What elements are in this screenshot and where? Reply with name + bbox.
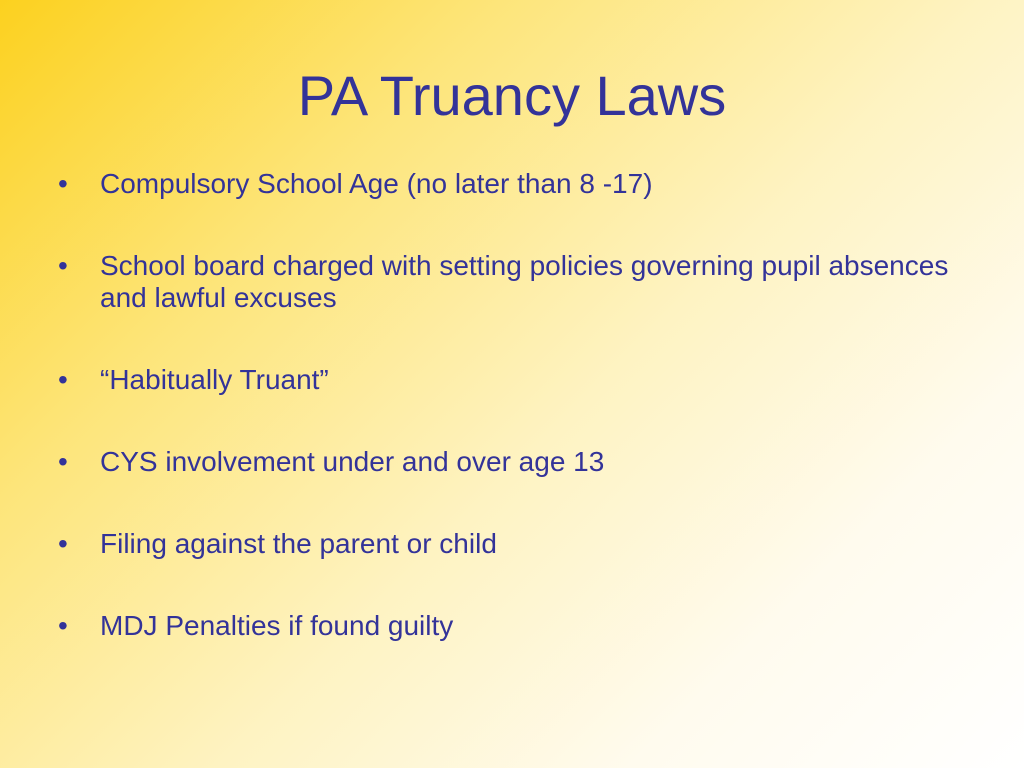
bullet-text: MDJ Penalties if found guilty: [100, 610, 454, 641]
bullet-item-filing: [58, 528, 958, 560]
bullet-icon: •: [58, 364, 68, 395]
bullet-item-cys-involvement: [58, 446, 958, 478]
bullet-item-mdj-penalties: [58, 610, 958, 642]
bullet-list: [58, 168, 958, 692]
bullet-item-school-board: [58, 250, 958, 314]
bullet-item-compulsory-age: [58, 168, 958, 200]
bullet-icon: •: [58, 250, 68, 281]
bullet-icon: •: [58, 528, 68, 559]
bullet-item-habitually-truant: [58, 364, 958, 396]
bullet-text: Filing against the parent or child: [100, 528, 497, 559]
bullet-icon: •: [58, 610, 68, 641]
bullet-text: Compulsory School Age (no later than 8 -17): [100, 168, 653, 199]
slide-title: PA Truancy Laws: [297, 64, 727, 127]
bullet-text: “Habitually Truant”: [100, 364, 329, 395]
bullet-text: CYS involvement under and over age 13: [100, 446, 605, 477]
bullet-text: School board charged with setting policies governing pupil absences and lawful excuses: [100, 250, 949, 313]
bullet-icon: •: [58, 446, 68, 477]
bullet-icon: •: [58, 168, 68, 199]
